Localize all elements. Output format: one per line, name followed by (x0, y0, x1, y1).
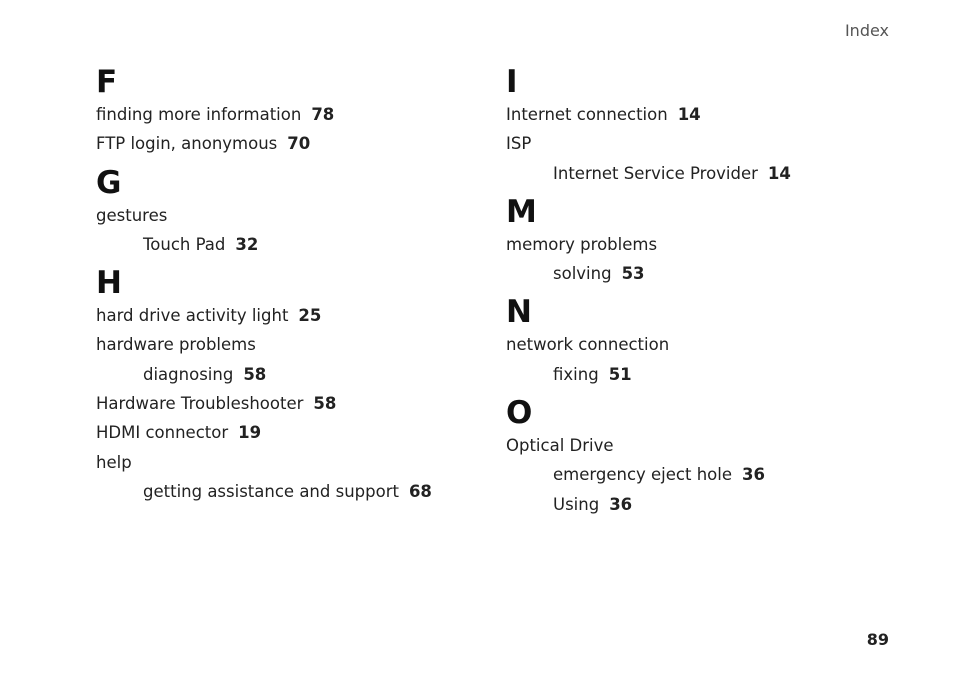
entry-text: emergency eject hole (553, 465, 732, 485)
index-subentry (96, 360, 486, 389)
index-section (96, 259, 486, 506)
index-section (506, 188, 896, 289)
index-entry (96, 201, 486, 230)
entry-page-ref[interactable]: 51 (608, 364, 632, 384)
index-entry (96, 418, 486, 447)
entry-text: help (96, 452, 132, 472)
entry-page-ref[interactable]: 19 (238, 423, 262, 443)
running-head: Index (844, 21, 889, 40)
entry-text: Optical Drive (506, 436, 614, 456)
index-letter-heading: H (96, 265, 122, 302)
index-section (96, 64, 486, 159)
index-entry (96, 129, 486, 158)
entry-text: Touch Pad (143, 234, 226, 254)
index-entry (96, 301, 486, 330)
entry-text: Hardware Troubleshooter (96, 394, 304, 414)
index-subentry (506, 159, 896, 188)
entry-text: ISP (506, 134, 532, 154)
entry-page-ref[interactable]: 78 (311, 105, 335, 124)
entry-text: finding more information (96, 105, 302, 124)
entry-text: diagnosing (143, 364, 234, 384)
entry-text: fixing (553, 364, 599, 384)
entry-text: Internet connection (506, 105, 668, 124)
index-letter-heading: N (506, 294, 532, 331)
index-column-right (506, 64, 896, 519)
index-entry (506, 230, 896, 259)
index-subentry (506, 460, 896, 489)
index-column-left (96, 64, 486, 506)
entry-text: FTP login, anonymous (96, 134, 278, 154)
index-subentry (506, 490, 896, 519)
entry-page-ref[interactable]: 68 (408, 481, 432, 501)
entry-text: solving (553, 264, 612, 284)
entry-page-ref[interactable]: 14 (767, 163, 791, 183)
index-letter-heading: O (506, 395, 533, 432)
index-entry (96, 389, 486, 418)
entry-text: Internet Service Provider (553, 163, 758, 183)
index-subentry (96, 230, 486, 259)
index-section (96, 159, 486, 260)
index-entry (96, 448, 486, 477)
entry-page-ref[interactable]: 58 (313, 394, 337, 414)
entry-text: getting assistance and support (143, 481, 399, 501)
index-section (506, 288, 896, 389)
entry-page-ref[interactable]: 36 (609, 494, 633, 514)
entry-text: gestures (96, 205, 168, 225)
entry-text: HDMI connector (96, 423, 229, 443)
index-letter-heading: I (506, 64, 518, 100)
index-letter-heading: G (96, 164, 122, 201)
index-subentry (506, 360, 896, 389)
index-entry (96, 330, 486, 359)
index-entry (506, 100, 896, 129)
index-entry (506, 431, 896, 460)
index-letter-heading: F (96, 64, 118, 100)
entry-text: network connection (506, 335, 670, 355)
entry-page-ref[interactable]: 14 (677, 105, 701, 124)
entry-page-ref[interactable]: 32 (235, 234, 259, 254)
entry-page-ref[interactable]: 58 (243, 364, 267, 384)
index-entry (96, 100, 486, 129)
index-section (506, 389, 896, 519)
entry-page-ref[interactable]: 25 (298, 306, 322, 326)
entry-text: memory problems (506, 234, 658, 254)
page-number: 89 (866, 630, 889, 649)
entry-text: hardware problems (96, 335, 256, 355)
index-section (506, 64, 896, 188)
entry-text: hard drive activity light (96, 306, 289, 326)
index-entry (506, 129, 896, 158)
entry-page-ref[interactable]: 36 (742, 465, 765, 485)
entry-page-ref[interactable]: 70 (287, 134, 311, 154)
entry-text: Using (553, 494, 600, 514)
entry-page-ref[interactable]: 53 (621, 264, 645, 284)
index-letter-heading: M (506, 193, 537, 230)
index-entry (506, 330, 896, 359)
index-subentry (506, 259, 896, 288)
index-subentry (96, 477, 486, 506)
